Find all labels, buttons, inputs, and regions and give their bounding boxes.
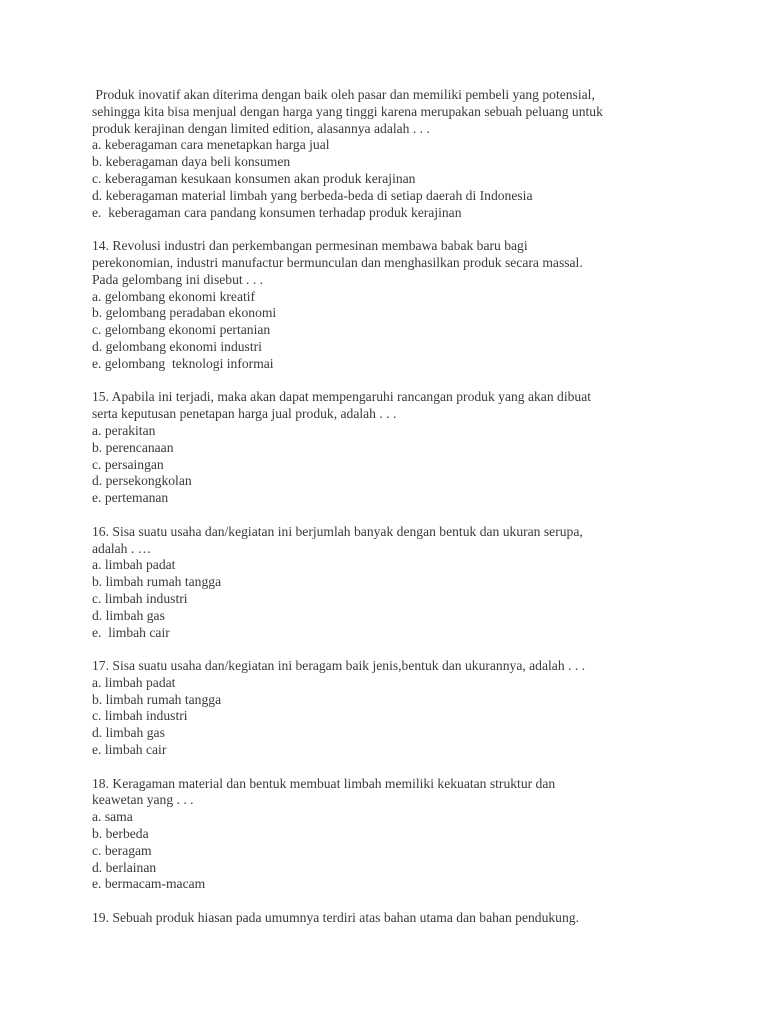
question-text: 18. Keragaman material dan bentuk membuat limbah memiliki kekuatan struktur dan xyxy=(92,775,556,791)
question-text: keawetan yang . . . xyxy=(92,792,194,808)
option-a: a. limbah padat xyxy=(92,674,176,690)
question-text: Produk inovatif akan diterima dengan baik oleh pasar dan memiliki pembeli yang potensial, xyxy=(92,87,595,102)
question-14 xyxy=(92,238,692,372)
option-b: b. limbah rumah tangga xyxy=(92,574,222,590)
option-d: d. persekongkolan xyxy=(92,473,192,489)
option-a: a. gelombang ekonomi kreatif xyxy=(92,288,256,304)
option-e: e. limbah cair xyxy=(92,742,167,758)
option-a: a. perakitan xyxy=(92,422,156,438)
question-text: serta keputusan penetapan harga jual produk, adalah . . . xyxy=(92,406,397,422)
question-text: 14. Revolusi industri dan perkembangan permesinan membawa babak baru bagi xyxy=(92,238,528,254)
option-b: b. perencanaan xyxy=(92,439,174,455)
option-d: d. keberagaman material limbah yang berbeda-beda di setiap daerah di Indonesia xyxy=(92,187,533,203)
option-c: c. persaingan xyxy=(92,456,164,472)
question-text: 15. Apabila ini terjadi, maka akan dapat mempengaruhi rancangan produk yang akan dibuat xyxy=(92,389,592,405)
option-e: e. keberagaman cara pandang konsumen terhadap produk kerajinan xyxy=(92,204,462,220)
option-d: d. limbah gas xyxy=(92,607,165,623)
option-e: e. pertemanan xyxy=(92,490,169,506)
option-a: a. sama xyxy=(92,809,133,825)
question-text: perekonomian, industri manufactur bermunculan dan menghasilkan produk secara massal. xyxy=(92,254,583,270)
option-b: b. gelombang peradaban ekonomi xyxy=(92,305,277,321)
option-c: c. beragam xyxy=(92,842,152,858)
question-18 xyxy=(92,776,692,894)
option-c: c. keberagaman kesukaan konsumen akan produk kerajinan xyxy=(92,170,416,186)
question-text: sehingga kita bisa menjual dengan harga yang tinggi karena merupakan sebuah peluang untuk xyxy=(92,103,603,119)
question-16 xyxy=(92,524,692,642)
question-text: Pada gelombang ini disebut . . . xyxy=(92,271,264,287)
option-b: b. keberagaman daya beli konsumen xyxy=(92,154,291,170)
option-e: e. bermacam-macam xyxy=(92,876,206,892)
question-13 xyxy=(92,87,692,221)
option-c: c. limbah industri xyxy=(92,708,188,724)
option-c: c. gelombang ekonomi pertanian xyxy=(92,322,271,338)
option-b: b. berbeda xyxy=(92,826,149,842)
option-d: d. gelombang ekonomi industri xyxy=(92,338,262,354)
option-a: a. limbah padat xyxy=(92,557,176,573)
option-e: e. gelombang teknologi informai xyxy=(92,355,274,371)
option-c: c. limbah industri xyxy=(92,590,188,606)
question-text: produk kerajinan dengan limited edition, alasannya adalah . . . xyxy=(92,120,430,136)
option-d: d. limbah gas xyxy=(92,725,165,741)
option-e: e. limbah cair xyxy=(92,624,170,640)
option-b: b. limbah rumah tangga xyxy=(92,691,222,707)
question-17 xyxy=(92,658,692,759)
option-a: a. keberagaman cara menetapkan harga jual xyxy=(92,137,330,153)
question-text: 19. Sebuah produk hiasan pada umumnya terdiri atas bahan utama dan bahan pendukung. xyxy=(92,910,579,926)
question-text: adalah . … xyxy=(92,540,152,556)
question-15 xyxy=(92,389,692,507)
question-19 xyxy=(92,910,692,927)
option-d: d. berlainan xyxy=(92,859,157,875)
question-text: 16. Sisa suatu usaha dan/kegiatan ini berjumlah banyak dengan bentuk dan ukuran serupa, xyxy=(92,523,583,539)
question-list xyxy=(92,87,692,944)
question-text: 17. Sisa suatu usaha dan/kegiatan ini beragam baik jenis,bentuk dan ukurannya, adalah . . . xyxy=(92,658,586,674)
